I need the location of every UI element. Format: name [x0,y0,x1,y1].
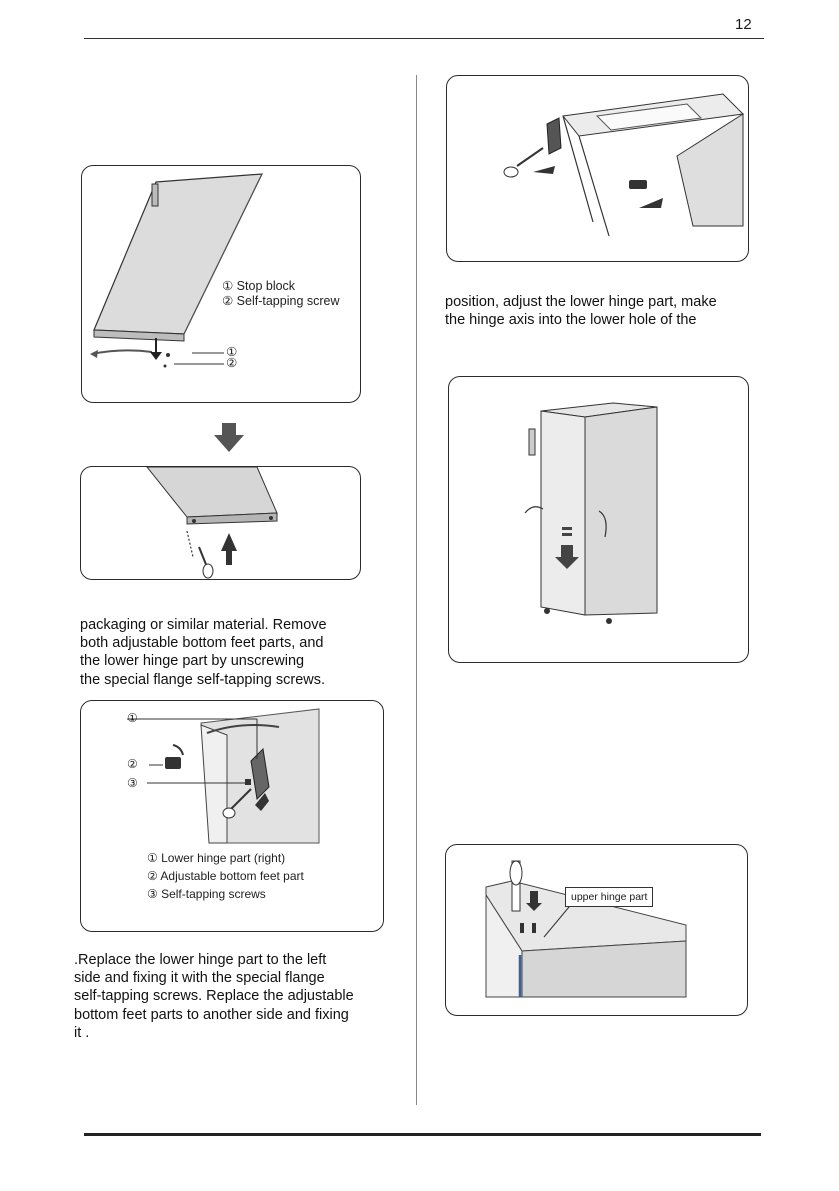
header-rule [84,38,764,39]
figure-refrigerator-upright [448,376,749,663]
figure-cabinet-top [446,75,749,262]
text-line: bottom feet parts to another side and fixing [74,1006,349,1023]
screws-marker-3: ③ [127,776,138,790]
refrigerator-illustration [449,377,750,664]
screw-label: ② Self-tapping screw [222,294,340,308]
text-line: the special flange self-tapping screws. [80,671,326,688]
paragraph-replace-hinge [74,951,354,1042]
text-line: self-tapping screws. Replace the adjustable [74,988,354,1005]
text-line: .Replace the lower hinge part to the left [74,952,327,968]
text-line: position, adjust the lower hinge part, make [445,294,717,310]
marker-1: ① [226,345,238,359]
text-line: side and fixing it with the special flange [74,970,325,987]
figure-install-stop-block [80,466,361,580]
figure-stop-block [81,165,361,403]
screws-label: ③ Self-tapping screws [147,887,266,901]
feet-label: ② Adjustable bottom feet part [147,869,304,883]
page-number: 12 [735,16,752,33]
text-line: it . [74,1024,90,1041]
text-line: both adjustable bottom feet parts, and [80,635,324,652]
feet-marker-2: ② [127,757,138,771]
upper-hinge-callout: upper hinge part [565,887,653,907]
figure-lower-hinge [80,700,384,932]
footer-rule [84,1133,761,1136]
marker-2: ② [226,356,238,370]
column-divider [416,75,417,1105]
lower-hinge-label: ① Lower hinge part (right) [147,851,286,865]
down-arrow-icon [214,423,244,453]
stop-block-label: ① Stop block [222,279,296,293]
text-line: the lower hinge part by unscrewing [80,653,305,670]
paragraph-adjust-hinge [445,293,717,329]
figure-upper-hinge [445,844,748,1016]
hinge-marker-1: ① [127,711,138,725]
cabinet-top-illustration [447,76,750,263]
text-line: packaging or similar material. Remove [80,617,327,633]
screwdriver-illustration [81,467,362,581]
paragraph-remove-parts [80,616,327,689]
upper-hinge-illustration [446,845,749,1017]
text-line: the hinge axis into the lower hole of the [445,312,697,329]
